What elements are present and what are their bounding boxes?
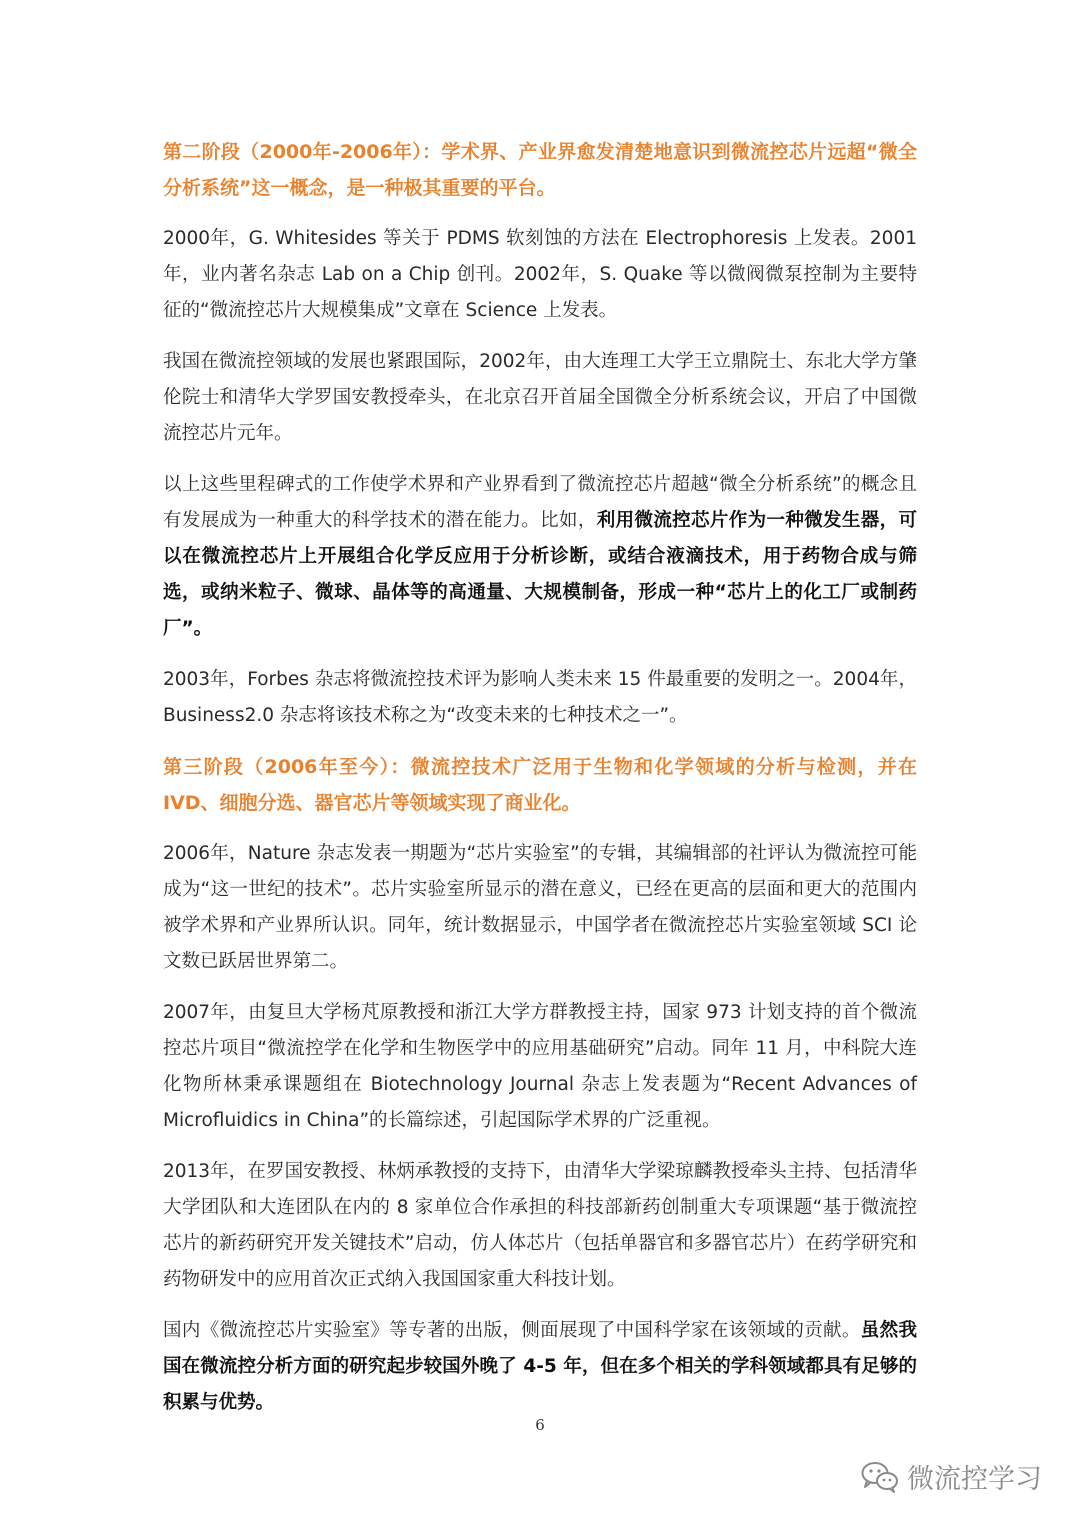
paragraph — [163, 662, 917, 734]
document-body — [163, 134, 917, 1436]
paragraph — [163, 1154, 917, 1298]
paragraph-text: 2013年，在罗国安教授、林炳承教授的支持下，由清华大学梁琼麟教授牵头主持、包括清华大学团队和大连团队在内的 8 家单位合作承担的科技部新药创制重大专项课题“基于微流控芯片的新药研究开发关键技术”启动，仿人体芯片（包括单器官和多器官芯片）在药学研究和药物研发中的应用首次正式纳入我国国家重大科技计划。 — [163, 1161, 917, 1290]
paragraph — [163, 467, 917, 647]
emphasized-text: 利用微流控芯片作为一种微发生器，可以在微流控芯片上开展组合化学反应用于分析诊断，或结合液滴技术，用于药物合成与筛选，或纳米粒子、微球、晶体等的高通量、大规模制备，形成一种“芯片上的化工厂或制药厂”。 — [163, 510, 917, 639]
paragraph-text: 我国在微流控领域的发展也紧跟国际，2002年，由大连理工大学王立鼎院士、东北大学方肇伦院士和清华大学罗国安教授牵头，在北京召开首届全国微全分析系统会议，开启了中国微流控芯片元年。 — [163, 351, 917, 444]
paragraph — [163, 1313, 917, 1421]
paragraph — [163, 344, 917, 452]
emphasized-text: 虽然我国在微流控分析方面的研究起步较国外晚了 4-5 年，但在多个相关的学科领域都具有足够的积累与优势。 — [163, 1320, 917, 1413]
section-heading: 第三阶段（2006年至今）：微流控技术广泛用于生物和化学领域的分析与检测，并在 IVD、细胞分选、器官芯片等领域实现了商业化。 — [163, 756, 917, 814]
wechat-logo-icon — [861, 1461, 899, 1493]
section-heading: 第二阶段（2000年-2006年）：学术界、产业界愈发清楚地意识到微流控芯片远超“微全分析系统”这一概念，是一种极其重要的平台。 — [163, 141, 917, 199]
paragraph — [163, 836, 917, 980]
paragraph — [163, 995, 917, 1139]
paragraph-text: 国内《微流控芯片实验室》等专著的出版，侧面展现了中国科学家在该领域的贡献。 — [163, 1320, 861, 1341]
page-number: 6 — [535, 1416, 545, 1434]
paragraph-text: 2006年，Nature 杂志发表一期题为“芯片实验室”的专辑，其编辑部的社评认为微流控可能成为“这一世纪的技术”。芯片实验室所显示的潜在意义，已经在更高的层面和更大的范围内被学术界和产业界所认识。同年，统计数据显示，中国学者在微流控芯片实验室领域 SCI 论文数已跃居世界第二。 — [163, 843, 917, 972]
watermark-text: 微流控学习 — [907, 1464, 1042, 1495]
paragraph-text: 2003年，Forbes 杂志将微流控技术评为影响人类未来 15 件最重要的发明之一。2004年，Business2.0 杂志将该技术称之为“改变未来的七种技术之一”。 — [163, 669, 917, 726]
watermark — [861, 1457, 1042, 1496]
paragraph-text: 以上这些里程碑式的工作使学术界和产业界看到了微流控芯片超越“微全分析系统”的概念且有发展成为一种重大的科学技术的潜在能力。比如， — [163, 474, 917, 531]
paragraph — [163, 221, 917, 329]
paragraph-text: 2000年，G. Whitesides 等关于 PDMS 软刻蚀的方法在 Electrophoresis 上发表。2001年，业内著名杂志 Lab on a Chip 创刊。2002年，S. Quake 等以微阀微泵控制为主要特征的“微流控芯片大规模集成”文章在 Science 上发表。 — [163, 228, 917, 321]
paragraph-text: 2007年，由复旦大学杨芃原教授和浙江大学方群教授主持，国家 973 计划支持的首个微流控芯片项目“微流控学在化学和生物医学中的应用基础研究”启动。同年 11 月，中科院大连化物所林秉承课题组在 Biotechnology Journal 杂志上发表题为“Recent Advances of Microfluidics in China”的长篇综述，引起国际学术界的广泛重视。 — [163, 1002, 918, 1131]
